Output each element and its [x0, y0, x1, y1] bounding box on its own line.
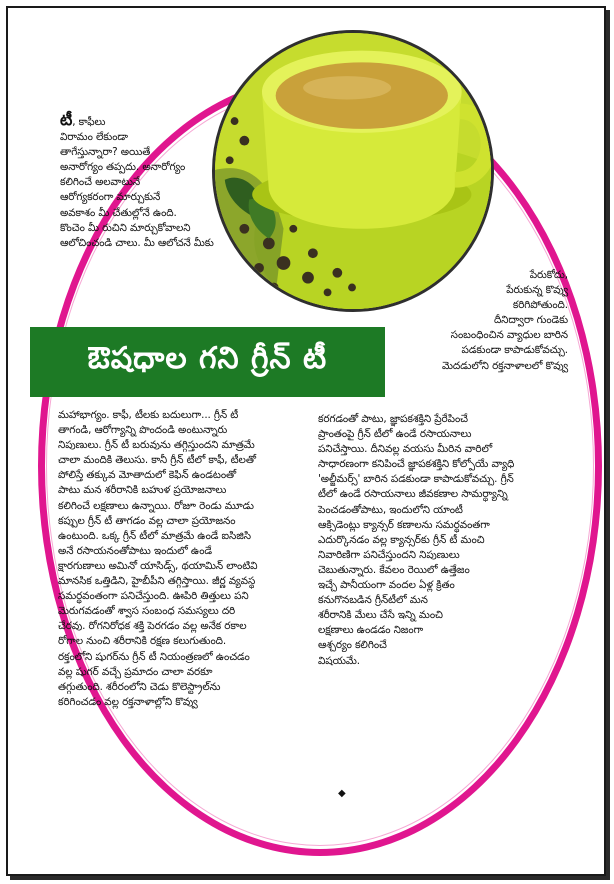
text-line: నివారిణిగా పనిచేస్తుందని నిపుణులు [318, 548, 460, 561]
text-line: ఆక్సిడెంట్లు క్యాన్సర్ కణాలను సమర్థవంతగా [318, 518, 490, 531]
text-line: చేరవు. రోగనిరోధక శక్తి పెరగడం వల్ల అనేక రకాల [58, 620, 247, 633]
text-line: మెదడులోని రక్తనాళాలలో కొవ్వు [442, 359, 568, 372]
intro-lead-rest: , కాఫీలు [72, 116, 106, 128]
text-line: 'అల్జీమర్స్' బారిన పడకుండా కాపాడుకోవచ్చు. గ్రీన్ [318, 473, 514, 486]
text-line: ప్రాంతంపై గ్రీన్ టీలో ఉండే రసాయనాలు [318, 428, 472, 441]
text-line: మెరుగవడంతో శ్వాస సంబంధ సమస్యలు దరి [58, 605, 236, 618]
text-line: తగ్గుతుంది. శరీరంలోని చెడు కొలెస్ట్రాల్‌ను [58, 680, 221, 693]
text-line: చెబుతున్నారు. కేవలం రెయిలో ఉత్తేజం [318, 563, 470, 576]
text-line: పోలిస్తే తక్కువ మోతాదులో కెఫిన్ ఉండటంతో [58, 469, 237, 482]
intro-line: అవకాశం మీ చేతుల్లోనే ఉంది. [60, 206, 177, 219]
text-line: వల్ల షుగర్ వచ్చే ప్రమాదం చాలా వరకూ [58, 665, 213, 678]
text-line: శరీరానికి మేలు చేసే ఇన్ని మంచి [318, 609, 443, 622]
text-line: రోగాల నుంచి శరీరానికి రక్షణ కలుగుతుంది. [58, 635, 227, 648]
text-line: సమర్థవంతంగా పనిచేస్తుంది. ఊపిరి తిత్తులు పని [58, 590, 249, 603]
text-line: పేరుకున్న కొవ్వు [506, 284, 568, 297]
text-line: టీలో ఉండే రసాయనాలు జీవకణాల సామర్థ్యాన్ని [318, 488, 508, 501]
intro-lead-word: టీ [60, 110, 73, 129]
text-line: పెంచడంతోపాటు, ఇందులోని యాంటీ [318, 503, 463, 516]
text-line: పేరుకోదు, [529, 269, 568, 281]
intro-line: కలిగించే అలవాటునే [60, 176, 141, 189]
text-line: ఆశ్చర్యం కలిగించే [318, 639, 387, 652]
text-line: కరిగించడం వల్ల రక్తనాళాల్లోని కొవ్వు [58, 695, 198, 708]
text-line: ఎదుర్కొనడం వల్ల క్యాన్సర్‌కు గ్రీన్ టీ మంచి [318, 533, 485, 546]
text-line: పాటు మన శరీరానికి బహుళ ప్రయోజనాలు [58, 484, 227, 497]
intro-line: కొంచెం మీ రుచిని మార్చుకోవాలని [60, 221, 191, 234]
text-line: ఉంటుంది. ఒక్క గ్రీన్ టీలో మాత్రమే ఉండే ఐసిజిసి [58, 529, 251, 542]
text-line: కరగడంతో పాటు, జ్ఞాపకశక్తిని ప్రేరేపించే [318, 413, 468, 425]
headline-banner [30, 327, 385, 397]
text-line: కలిగించే లక్షణాలు ఉన్నాయి. రోజూ రెండు మూడు [58, 499, 254, 512]
right-column-bottom [318, 412, 514, 669]
text-line: కనుగొనబడిన గ్రీన్‌టీలో మన [318, 594, 428, 607]
text-line: లక్షణాలు ఉండడం నిజంగా [318, 624, 424, 637]
intro-paragraph [60, 112, 214, 251]
text-line: సంబంధించిన వ్యాధుల బారిన [450, 329, 568, 342]
text-line: తాగండి, ఆరోగ్యాన్ని పొందండి అంటున్నారు [58, 424, 228, 437]
text-line: అనే రసాయనంతోపాటు ఇందులో ఉండే [58, 544, 212, 557]
text-line: నిపుణులు. గ్రీన్ టీ బరువును తగ్గిస్తుందని మాత్రమే [58, 439, 255, 452]
text-line: సాధారణంగా కనిపించే జ్ఞాపకశక్తిని కోల్పోయే వ్యాధి [318, 458, 515, 471]
text-line: ఇచ్చే పానీయంగా వందల ఏళ్ల క్రితం [318, 579, 455, 592]
left-column [58, 408, 257, 710]
text-line: మానసిక ఒత్తిడిని, హైబీపీని తగ్గిస్తాయి. జీర్ణ వ్యవస్థ [58, 575, 256, 588]
intro-line: అనారోగ్యం తప్పదు. అనారోగ్యం [60, 161, 186, 174]
text-line: పడకుండా కాపాడుకోవచ్చు. [461, 344, 568, 357]
intro-line: ఆరోగ్యకరంగా మార్చుకునే [60, 191, 161, 204]
text-line: చాలా మందికి తెలుసు. కానీ గ్రీన్ టీలో కాఫీ, టీలతో [58, 454, 256, 467]
text-line: మహాభాగ్యం. కాఫీ, టీలకు బదులుగా... గ్రీన్ టీ [58, 409, 239, 421]
intro-line: విరామం లేకుండా [60, 131, 128, 144]
text-line: కప్పుల గ్రీన్ టీ తాగడం వల్ల చాలా ప్రయోజనం [58, 514, 236, 527]
intro-line: తాగేస్తున్నారా? అయితే [60, 146, 151, 159]
text-line: కరిగిపోతుంది. [512, 299, 568, 312]
text-line: రక్తంలోని షుగర్‌ను గ్రీన్ టీ నియంత్రణలో ఉంచడం [58, 650, 250, 663]
text-line: పనిచేస్తాయి. దీనివల్ల వయసు మీరిన వారిలో [318, 443, 493, 456]
end-mark: ◆ [338, 788, 346, 799]
intro-line: ఆలోచించండి చాలు. మీ ఆలోచనే మీకు [60, 236, 214, 249]
text-line: క్షారగుణాలు అమినో యాసిడ్స్, థయామిన్ లాంటివి [58, 559, 258, 572]
text-line: దీనిద్వారా గుండెకు [493, 314, 568, 327]
headline-title: ఔషధాల గని గ్రీన్ టీ [87, 341, 328, 376]
text-line: విషయమే. [318, 654, 360, 667]
